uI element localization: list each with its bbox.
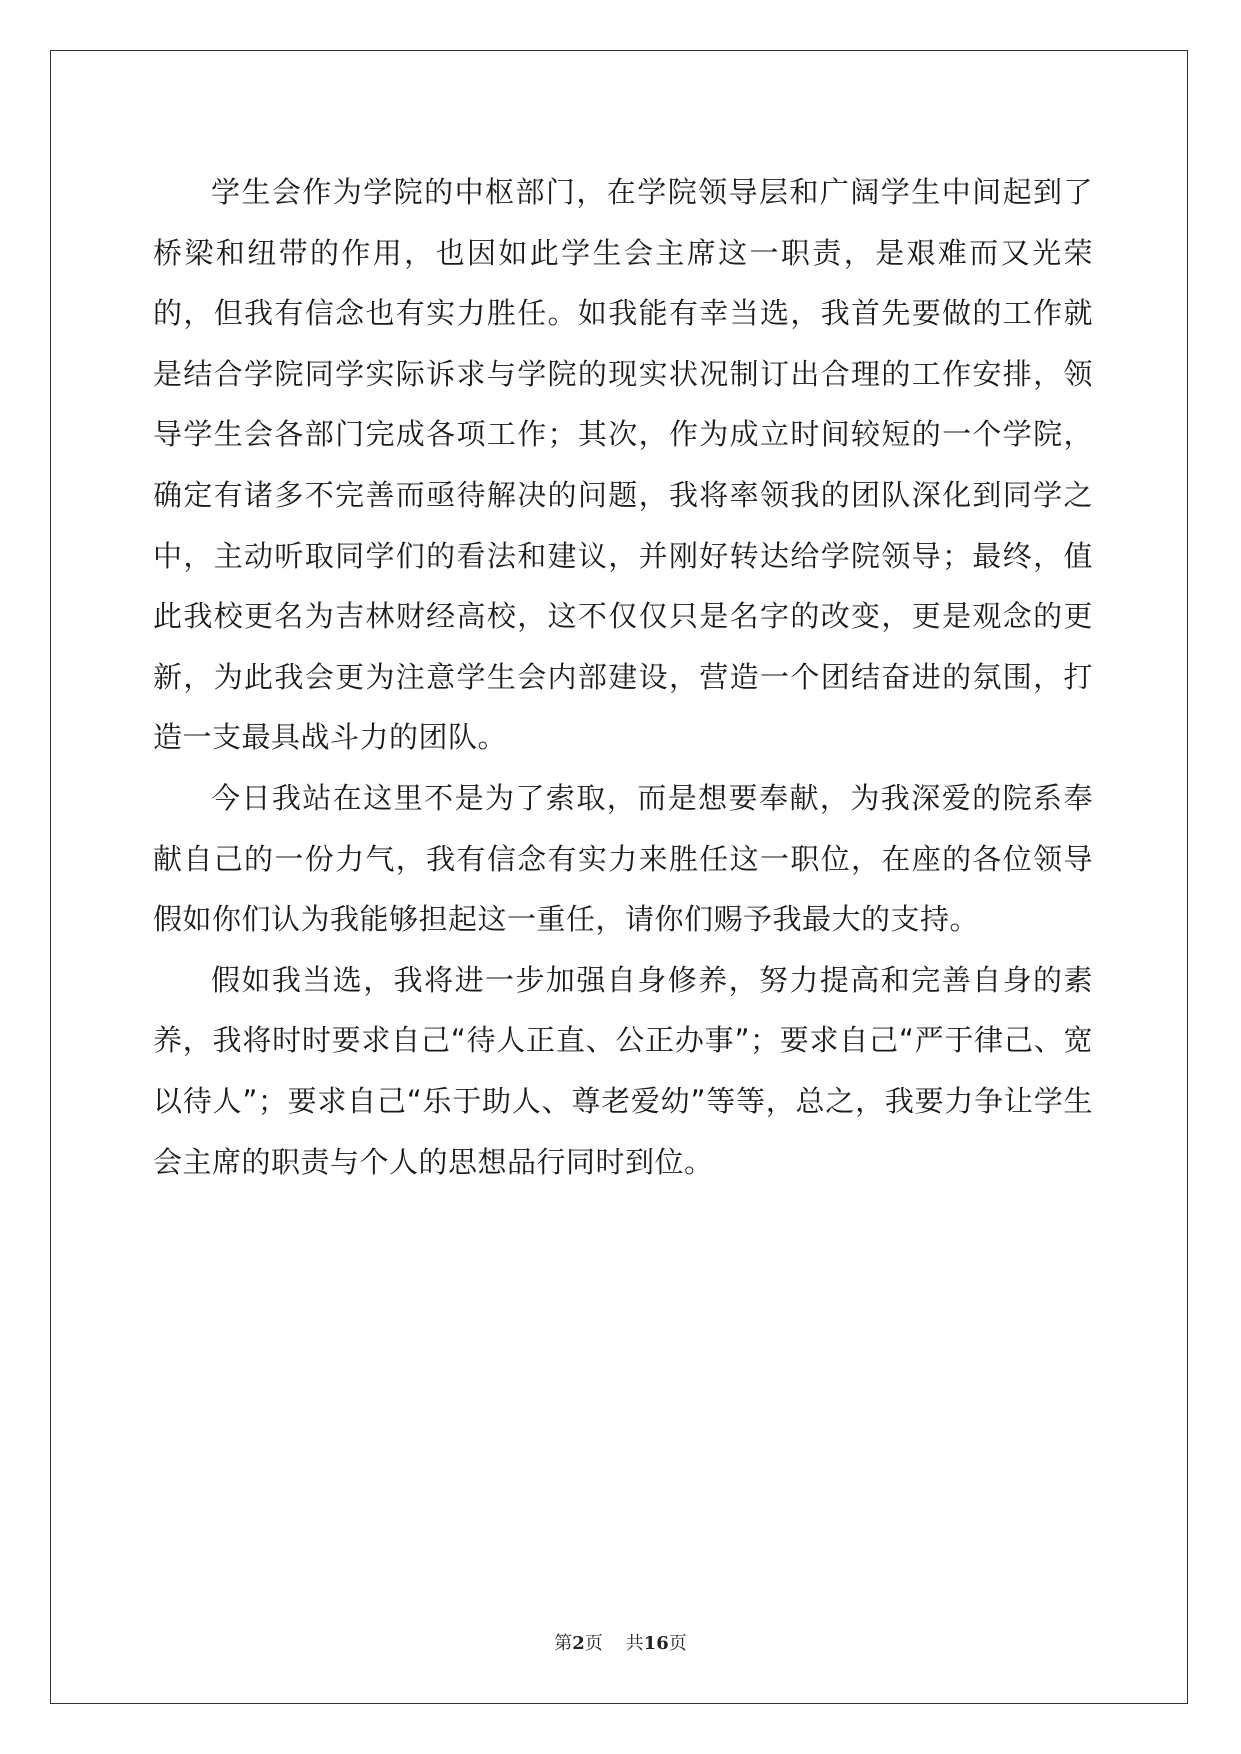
page-prefix: 第	[554, 1633, 573, 1654]
document-body	[153, 162, 1093, 1192]
total-page-number: 16	[643, 1633, 669, 1654]
paragraph-3: 假如我当选，我将进一步加强自身修养，努力提高和完善自身的素养，我将时时要求自己“待人正直、公正办事”；要求自己“严于律己、宽以待人”；要求自己“乐于助人、尊老爱幼”等等，总之，我要力争让学生会主席的职责与个人的思想品行同时到位。	[153, 962, 1093, 1179]
current-page-number: 2	[572, 1633, 585, 1654]
page-suffix: 页	[668, 1633, 687, 1654]
page-footer	[0, 1629, 1241, 1655]
paragraph-1: 学生会作为学院的中枢部门，在学院领导层和广阔学生中间起到了桥梁和纽带的作用，也因如此学生会主席这一职责，是艰难而又光荣的，但我有信念也有实力胜任。如我能有幸当选，我首先要做的工作就是结合学院同学实际诉求与学院的现实状况制订出合理的工作安排，领导学生会各部门完成各项工作；其次，作为成立时间较短的一个学院，确定有诸多不完善而亟待解决的问题，我将率领我的团队深化到同学之中，主动听取同学们的看法和建议，并刚好转达给学院领导；最终，值此我校更名为吉林财经高校，这不仅仅只是名字的改变，更是观念的更新，为此我会更为注意学生会内部建设，营造一个团结奋进的氛围，打造一支最具战斗力的团队。	[153, 175, 1093, 755]
paragraph-2: 今日我站在这里不是为了索取，而是想要奉献，为我深爱的院系奉献自己的一份力气，我有信念有实力来胜任这一职位，在座的各位领导假如你们认为我能够担起这一重任，请你们赐予我最大的支持。	[153, 780, 1093, 937]
page-mid: 页 共	[584, 1633, 644, 1654]
